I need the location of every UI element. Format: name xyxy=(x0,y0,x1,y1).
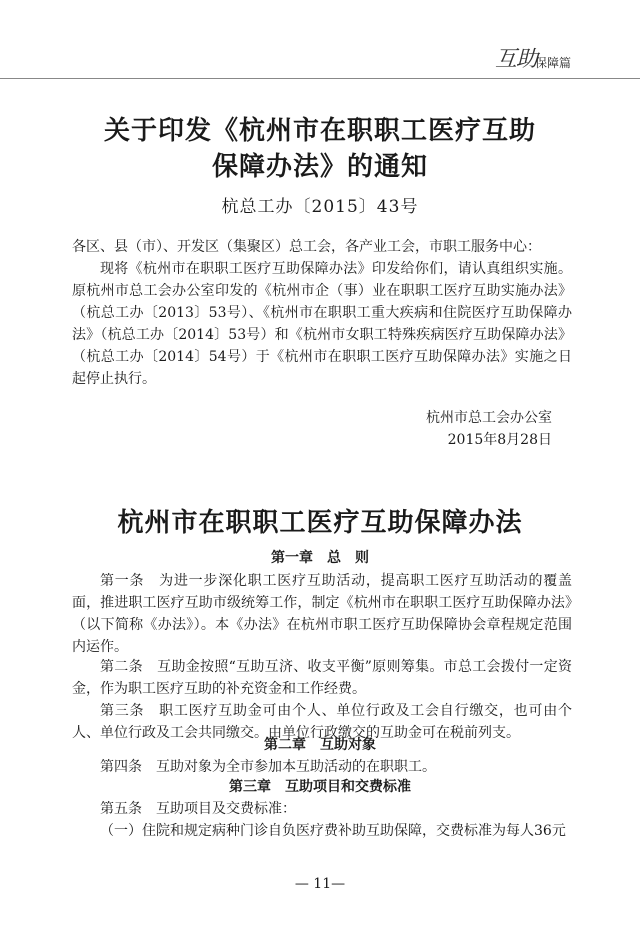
salutation: 各区、县（市）、开发区（集聚区）总工会，各产业工会，市职工服务中心： xyxy=(72,239,541,255)
document-number: 杭总工办〔2015〕43号 xyxy=(221,197,419,217)
header-brand: 互助 xyxy=(495,47,538,72)
header-section: 保障篇 xyxy=(535,56,572,70)
article-2: 第二条 互助金按照“互助互济、收支平衡”原则筹集。市总工会拨付一定资金，作为职工医疗互助的补充资金和工作经费。 xyxy=(72,659,572,697)
chapter-2-heading: 第二章 互助对象 xyxy=(264,737,376,753)
article-1: 第一条 为进一步深化职工医疗互助活动，提高职工医疗互助活动的覆盖面，推进职工医疗互助市级统筹工作，制定《杭州市在职职工医疗互助保障办法》（以下简称《办法》）。本《办法》在杭州市职工医疗互助保障协会章程规定范围内运作。 xyxy=(72,573,572,655)
notice-title-line2: 保障办法》的通知 xyxy=(211,152,428,182)
page-header xyxy=(470,38,590,78)
chapter-1-heading: 第一章 总 则 xyxy=(271,550,369,566)
regulation-title: 杭州市在职职工医疗互助保障办法 xyxy=(117,508,523,538)
article-4: 第四条 互助对象为全市参加本互助活动的在职职工。 xyxy=(100,759,436,775)
article-3: 第三条 职工医疗互助金可由个人、单位行政及工会自行缴交，也可由个人、单位行政及工会共同缴交。由单位行政缴交的互助金可在税前列支。 xyxy=(72,703,572,741)
notice-title-line1: 关于印发《杭州市在职职工医疗互助 xyxy=(103,116,536,146)
article-5-item-1: （一）住院和规定病种门诊自负医疗费补助互助保障，交费标准为每人36元 xyxy=(100,823,566,839)
signature-date: 2015年8月28日 xyxy=(447,432,552,448)
header-rule xyxy=(0,78,640,79)
signature-org: 杭州市总工会办公室 xyxy=(426,410,552,426)
notice-body: 现将《杭州市在职职工医疗互助保障办法》印发给你们，请认真组织实施。原杭州市总工会办公室印发的《杭州市企（事）业在职职工医疗互助实施办法》（杭总工办〔2013〕53号）、《杭州市在职职工重大疾病和住院医疗互助保障办法》（杭总工办〔2014〕53号）和《杭州市女职工特殊疾病医疗互助保障办法》（杭总工办〔2014〕54号）于《杭州市在职职工医疗互助保障办法》实施之日起停止执行。 xyxy=(72,261,572,387)
page-number: — 11— xyxy=(294,876,346,892)
article-5: 第五条 互助项目及交费标准： xyxy=(100,801,296,817)
chapter-3-heading: 第三章 互助项目和交费标准 xyxy=(229,779,411,795)
